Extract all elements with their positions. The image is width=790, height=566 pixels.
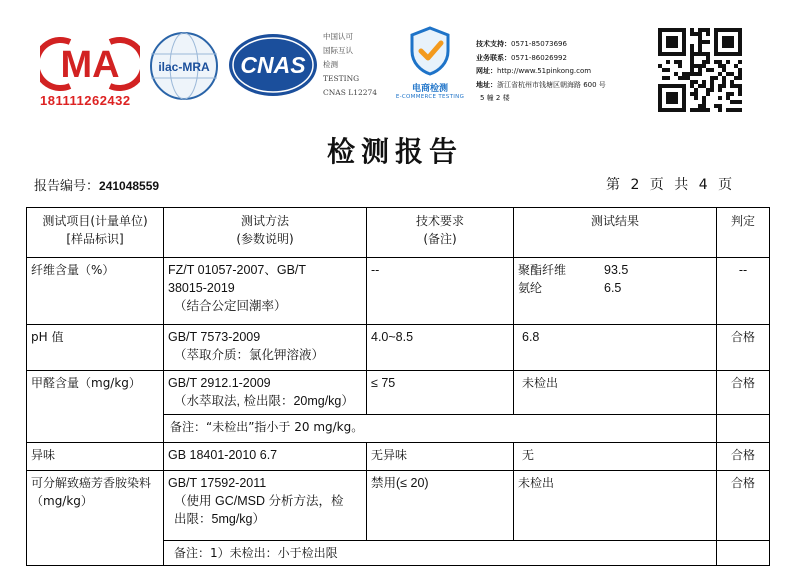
- shield-check-icon: [408, 26, 452, 76]
- table-row: [27, 325, 770, 371]
- page-title: 检测报告: [326, 135, 463, 168]
- cell-result: 无: [514, 443, 717, 471]
- table-header-row: [27, 208, 770, 258]
- cell-item: 纤维含量（%）: [27, 258, 164, 325]
- cnas-mark-icon: [227, 32, 319, 98]
- report-number-value: 241048559: [99, 179, 160, 193]
- cell-requirement: 4.0~8.5: [367, 325, 514, 371]
- cnas-info-line: 检测: [323, 60, 338, 69]
- svg-text:CNAS: CNAS: [240, 52, 306, 78]
- table-row: [27, 258, 770, 325]
- cell-note: 备注：1）未检出：小于检出限: [164, 541, 717, 566]
- report-number: [34, 175, 159, 194]
- report-number-label: 报告编号：: [34, 179, 100, 194]
- cell-verdict: 合格: [717, 471, 770, 541]
- cell-method: GB/T 2912.1-2009 （水萃取法, 检出限：20mg/kg）: [164, 371, 367, 415]
- cell-verdict: --: [717, 258, 770, 325]
- contact-line: 网址：http://www.51pinkong.com: [476, 67, 592, 75]
- cnas-info-line: CNAS L12274: [323, 88, 378, 97]
- cma-mark-icon: [40, 36, 140, 92]
- ecommerce-logo-name: 电商检测: [411, 84, 448, 94]
- ilac-globe-icon: [148, 30, 220, 102]
- cell-requirement: ≤ 75: [367, 371, 514, 415]
- cell-verdict: 合格: [717, 443, 770, 471]
- header-verdict: 判定: [717, 208, 770, 258]
- cell-item: pH 值: [27, 325, 164, 371]
- ecommerce-testing-logo: [390, 26, 470, 100]
- test-results-table: [26, 207, 770, 566]
- ecommerce-logo-subtitle: E-COMMERCE TESTING: [395, 94, 465, 100]
- cell-note: 备注：“未检出”指小于 20 mg/kg。: [164, 415, 717, 443]
- header-method: 测试方法 (参数说明): [164, 208, 367, 258]
- cell-method: FZ/T 01057-2007、GB/T 38015-2019 （结合公定回潮率）: [164, 258, 367, 325]
- contact-line: 业务联系：0571-86026992: [476, 53, 567, 62]
- cnas-info-line: TESTING: [323, 74, 360, 83]
- cnas-accreditation-info: [323, 30, 377, 100]
- header-requirement: 技术要求 (备注): [367, 208, 514, 258]
- cell-item: 异味: [27, 443, 164, 471]
- cell-method: GB/T 7573-2009 （萃取介质：氯化钾溶液）: [164, 325, 367, 371]
- page-indicator: 第 2 页 共 4 页: [606, 177, 736, 193]
- cell-verdict: 合格: [717, 325, 770, 371]
- cell-requirement: --: [367, 258, 514, 325]
- contact-line: 地址：浙江省杭州市钱塘区朝海路 600 号: [476, 80, 606, 89]
- cnas-info-line: 国际互认: [323, 46, 353, 55]
- header-result: 测试结果: [514, 208, 717, 258]
- cell-item: 可分解致癌芳香胺染料（mg/kg）: [27, 471, 164, 566]
- cell-verdict-empty: [717, 541, 770, 566]
- qr-code-icon: [658, 28, 742, 112]
- cell-result: 聚酯纤维 93.5 氨纶 6.5: [514, 258, 717, 325]
- table-row: [27, 443, 770, 471]
- cell-result: 未检出: [514, 371, 717, 415]
- cma-number: 181111262432: [40, 93, 131, 108]
- svg-text:MA: MA: [60, 44, 120, 86]
- cell-item: 甲醛含量（mg/kg）: [27, 371, 164, 443]
- cell-result: 未检出: [514, 471, 717, 541]
- contact-info: [476, 38, 606, 106]
- cell-verdict-empty: [717, 415, 770, 443]
- cell-method: GB/T 17592-2011 （使用 GC/MSD 分析方法，检 出限：5mg/kg）: [164, 471, 367, 541]
- cnas-info-line: 中国认可: [323, 32, 353, 41]
- cnas-logo: [227, 32, 319, 102]
- ilac-mra-logo: [148, 30, 220, 106]
- svg-text:ilac-MRA: ilac-MRA: [158, 60, 210, 74]
- cell-result: 6.8: [514, 325, 717, 371]
- cell-verdict: 合格: [717, 371, 770, 415]
- table-row: [27, 471, 770, 541]
- contact-line: 技术支持：0571-85073696: [476, 40, 567, 48]
- cma-logo: [40, 36, 140, 108]
- cell-method: GB 18401-2010 6.7: [164, 443, 367, 471]
- cell-requirement: 无异味: [367, 443, 514, 471]
- contact-line: 5 幢 2 楼: [480, 94, 510, 102]
- header-item: 测试项目(计量单位) [样品标识]: [27, 208, 164, 258]
- cell-requirement: 禁用(≤ 20): [367, 471, 514, 541]
- table-row: [27, 371, 770, 415]
